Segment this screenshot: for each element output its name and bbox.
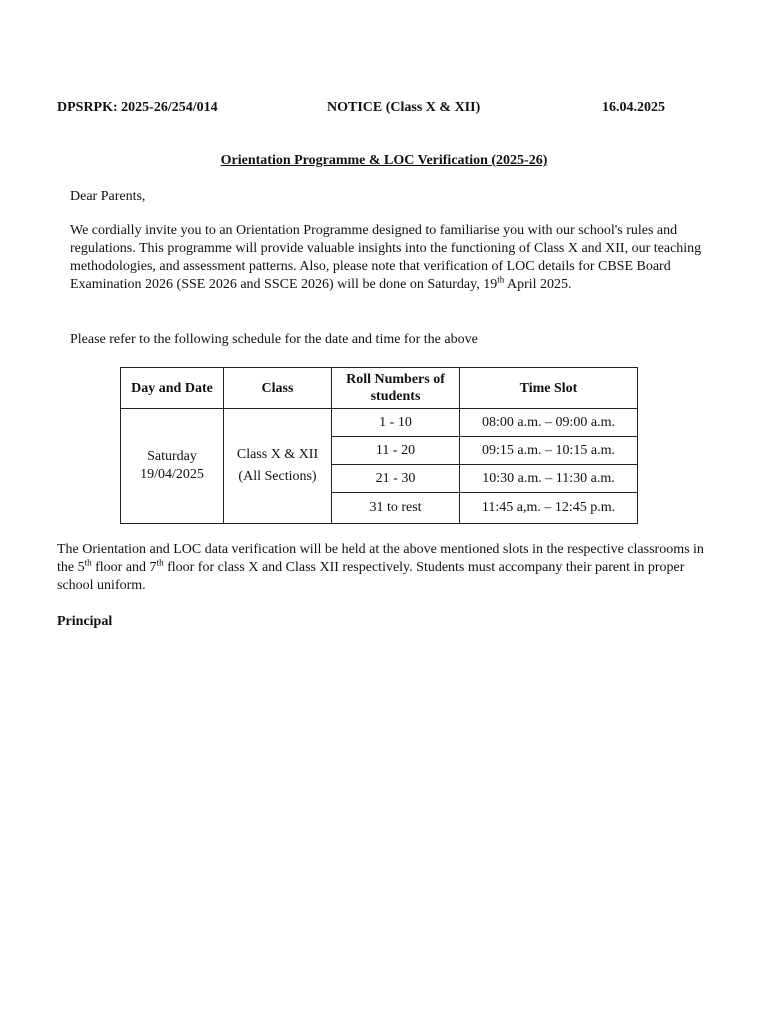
invitation-text-2: April 2025.	[504, 277, 572, 292]
roll-cell: 21 - 30	[332, 465, 460, 493]
notice-title: Orientation Programme & LOC Verification (2025-26)	[220, 153, 548, 168]
date-text: 19/04/2025	[140, 467, 204, 482]
closing-paragraph	[57, 541, 707, 595]
notice-heading: NOTICE (Class X & XII)	[327, 100, 481, 115]
time-cell: 11:45 a,m. – 12:45 p.m.	[460, 493, 638, 524]
class-text: Class X & XII	[236, 447, 319, 462]
ordinal-suffix: th	[497, 274, 505, 285]
class-cell	[224, 409, 332, 524]
table-row	[121, 409, 638, 437]
day-date-cell	[121, 409, 224, 524]
closing-text-1: The Orientation and LOC data verification will be held at the above mentioned slots in the respective classrooms in the 5	[57, 542, 704, 575]
header-class: Class	[224, 368, 332, 409]
schedule-intro: Please refer to the following schedule for the date and time for the above	[70, 332, 478, 347]
roll-cell: 31 to rest	[332, 493, 460, 524]
time-cell: 10:30 a.m. – 11:30 a.m.	[460, 465, 638, 493]
closing-text-2: floor and 7	[91, 560, 157, 575]
reference-number: DPSRPK: 2025-26/254/014	[57, 100, 218, 115]
salutation: Dear Parents,	[70, 189, 146, 204]
closing-text-3: floor for class X and Class XII respectively. Students must accompany their parent in proper school uniform.	[57, 560, 685, 593]
invitation-text-1: We cordially invite you to an Orientation Programme designed to familiarise you with our school's rules and regulations. This programme will provide valuable insights into the functioning of Class X and XII, our teaching methodologies, and assessment patterns. Also, please note that verification of LOC details for CBSE Board Examination 2026 (SSE 2026 and SSCE 2026) will be done on Saturday, 19	[70, 223, 702, 292]
day-text: Saturday	[147, 449, 197, 464]
signature: Principal	[57, 614, 113, 629]
header-day-date: Day and Date	[121, 368, 224, 409]
notice-date: 16.04.2025	[602, 100, 665, 115]
roll-cell: 1 - 10	[332, 409, 460, 437]
roll-cell: 11 - 20	[332, 437, 460, 465]
schedule-table	[120, 367, 638, 524]
ordinal-suffix: th	[84, 557, 92, 568]
sections-text: (All Sections)	[238, 469, 317, 484]
ordinal-suffix: th	[156, 557, 164, 568]
invitation-paragraph	[70, 222, 706, 294]
table-header-row	[121, 368, 638, 409]
header-time-slot: Time Slot	[460, 368, 638, 409]
time-cell: 09:15 a.m. – 10:15 a.m.	[460, 437, 638, 465]
time-cell: 08:00 a.m. – 09:00 a.m.	[460, 409, 638, 437]
header-roll-numbers: Roll Numbers of students	[332, 368, 460, 409]
